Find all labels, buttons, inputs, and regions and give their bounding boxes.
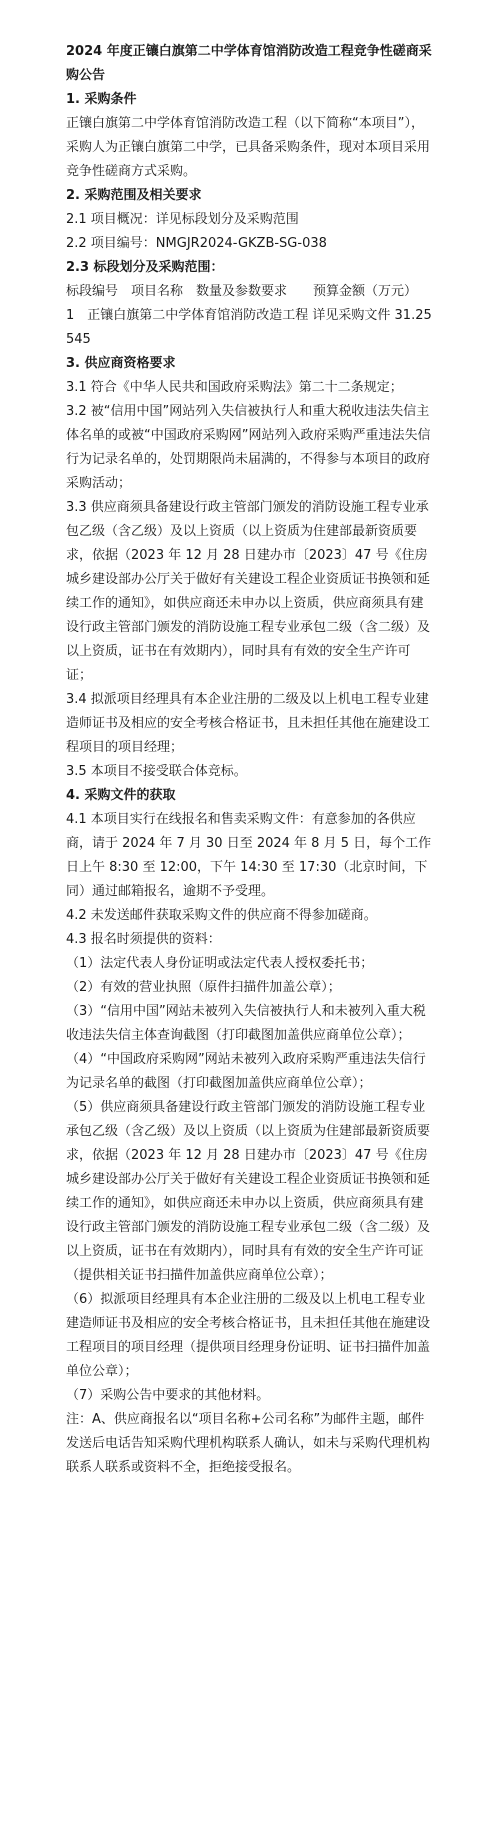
document-body <box>66 88 434 1480</box>
section-heading: 3. 供应商资格要求 <box>66 356 176 371</box>
paragraph: 3.2 被“信用中国”网站列入失信被执行人和重大税收违法失信主体名单的或被“中国政府采购网”网站列入政府采购严重违法失信行为记录名单的，处罚期限尚未届满的，不得参与本项目的政府采购活动； <box>66 404 431 491</box>
paragraph: 标段编号 项目名称 数量及参数要求 预算金额（万元） <box>66 284 418 299</box>
paragraph: （3）“信用中国”网站未被列入失信被执行人和未被列入重大税收违法失信主体查询截图（打印截图加盖供应商单位公章）； <box>66 1004 426 1043</box>
paragraph: 3.5 本项目不接受联合体竞标。 <box>66 764 247 779</box>
paragraph: 3.3 供应商须具备建设行政主管部门颁发的消防设施工程专业承包乙级（含乙级）及以上资质（以上资质为住建部最新资质要求，依据（2023 年 12 月 28 日建办市〔2023〕47 号《住房城乡建设部办公厅关于做好有关建设工程企业资质证书换领和延续工作的通知》，如供应商还未申办以上资质，供应商须具有建设行政主管部门颁发的消防设施工程专业承包二级（含二级）及以上资质，证书在有效期内），同时具有有效的安全生产许可证； <box>66 500 431 683</box>
paragraph: （2）有效的营业执照（原件扫描件加盖公章）； <box>66 980 341 995</box>
paragraph: 注：A、供应商报名以“项目名称+公司名称”为邮件主题，邮件发送后电话告知采购代理机构联系人确认，如未与采购代理机构联系人联系或资料不全，拒绝接受报名。 <box>66 1412 431 1475</box>
paragraph: 3.4 拟派项目经理具有本企业注册的二级及以上机电工程专业建造师证书及相应的安全考核合格证书，且未担任其他在施建设工程项目的项目经理； <box>66 692 431 755</box>
paragraph: 2.2 项目编号：NMGJR2024-GKZB-SG-038 <box>66 236 327 251</box>
section-heading: 2. 采购范围及相关要求 <box>66 188 202 203</box>
paragraph: （1）法定代表人身份证明或法定代表人授权委托书； <box>66 956 374 971</box>
paragraph: 3.1 符合《中华人民共和国政府采购法》第二十二条规定； <box>66 380 403 395</box>
paragraph: 4.1 本项目实行在线报名和售卖采购文件：有意参加的各供应商，请于 2024 年 7 月 30 日至 2024 年 8 月 5 日，每个工作日上午 8:30 至 12:00，下午 14:30 至 17:30（北京时间，下同）通过邮箱报名，逾期不予受理。 <box>66 812 432 899</box>
paragraph: （6）拟派项目经理具有本企业注册的二级及以上机电工程专业建造师证书及相应的安全考核合格证书，且未担任其他在施建设工程项目的项目经理（提供项目经理身份证明、证书扫描件加盖单位公章）； <box>66 1292 431 1379</box>
paragraph: （5）供应商须具备建设行政主管部门颁发的消防设施工程专业承包乙级（含乙级）及以上资质（以上资质为住建部最新资质要求，依据（2023 年 12 月 28 日建办市〔2023〕47 号《住房城乡建设部办公厅关于做好有关建设工程企业资质证书换领和延续工作的通知》，如供应商还未申办以上资质，供应商须具有建设行政主管部门颁发的消防设施工程专业承包二级（含二级）及以上资质，证书在有效期内），同时具有有效的安全生产许可证（提供相关证书扫描件加盖供应商单位公章）； <box>66 1100 431 1283</box>
paragraph: 4.3 报名时须提供的资料： <box>66 932 221 947</box>
paragraph: 2.1 项目概况：详见标段划分及采购范围 <box>66 212 299 227</box>
paragraph: 1 正镶白旗第二中学体育馆消防改造工程 详见采购文件 31.25545 <box>66 308 432 347</box>
section-heading: 4. 采购文件的获取 <box>66 788 176 803</box>
paragraph: 4.2 未发送邮件获取采购文件的供应商不得参加磋商。 <box>66 908 377 923</box>
section-heading: 2.3 标段划分及采购范围： <box>66 260 224 275</box>
paragraph: 正镶白旗第二中学体育馆消防改造工程（以下简称“本项目”），采购人为正镶白旗第二中学，已具备采购条件，现对本项目采用竞争性磋商方式采购。 <box>66 116 431 179</box>
paragraph: （7）采购公告中要求的其他材料。 <box>66 1388 270 1403</box>
document-title: 2024 年度正镶白旗第二中学体育馆消防改造工程竞争性磋商采购公告 <box>66 44 432 83</box>
section-heading: 1. 采购条件 <box>66 92 137 107</box>
paragraph: （4）“中国政府采购网”网站未被列入政府采购严重违法失信行为记录名单的截图（打印截图加盖供应商单位公章）； <box>66 1052 426 1091</box>
